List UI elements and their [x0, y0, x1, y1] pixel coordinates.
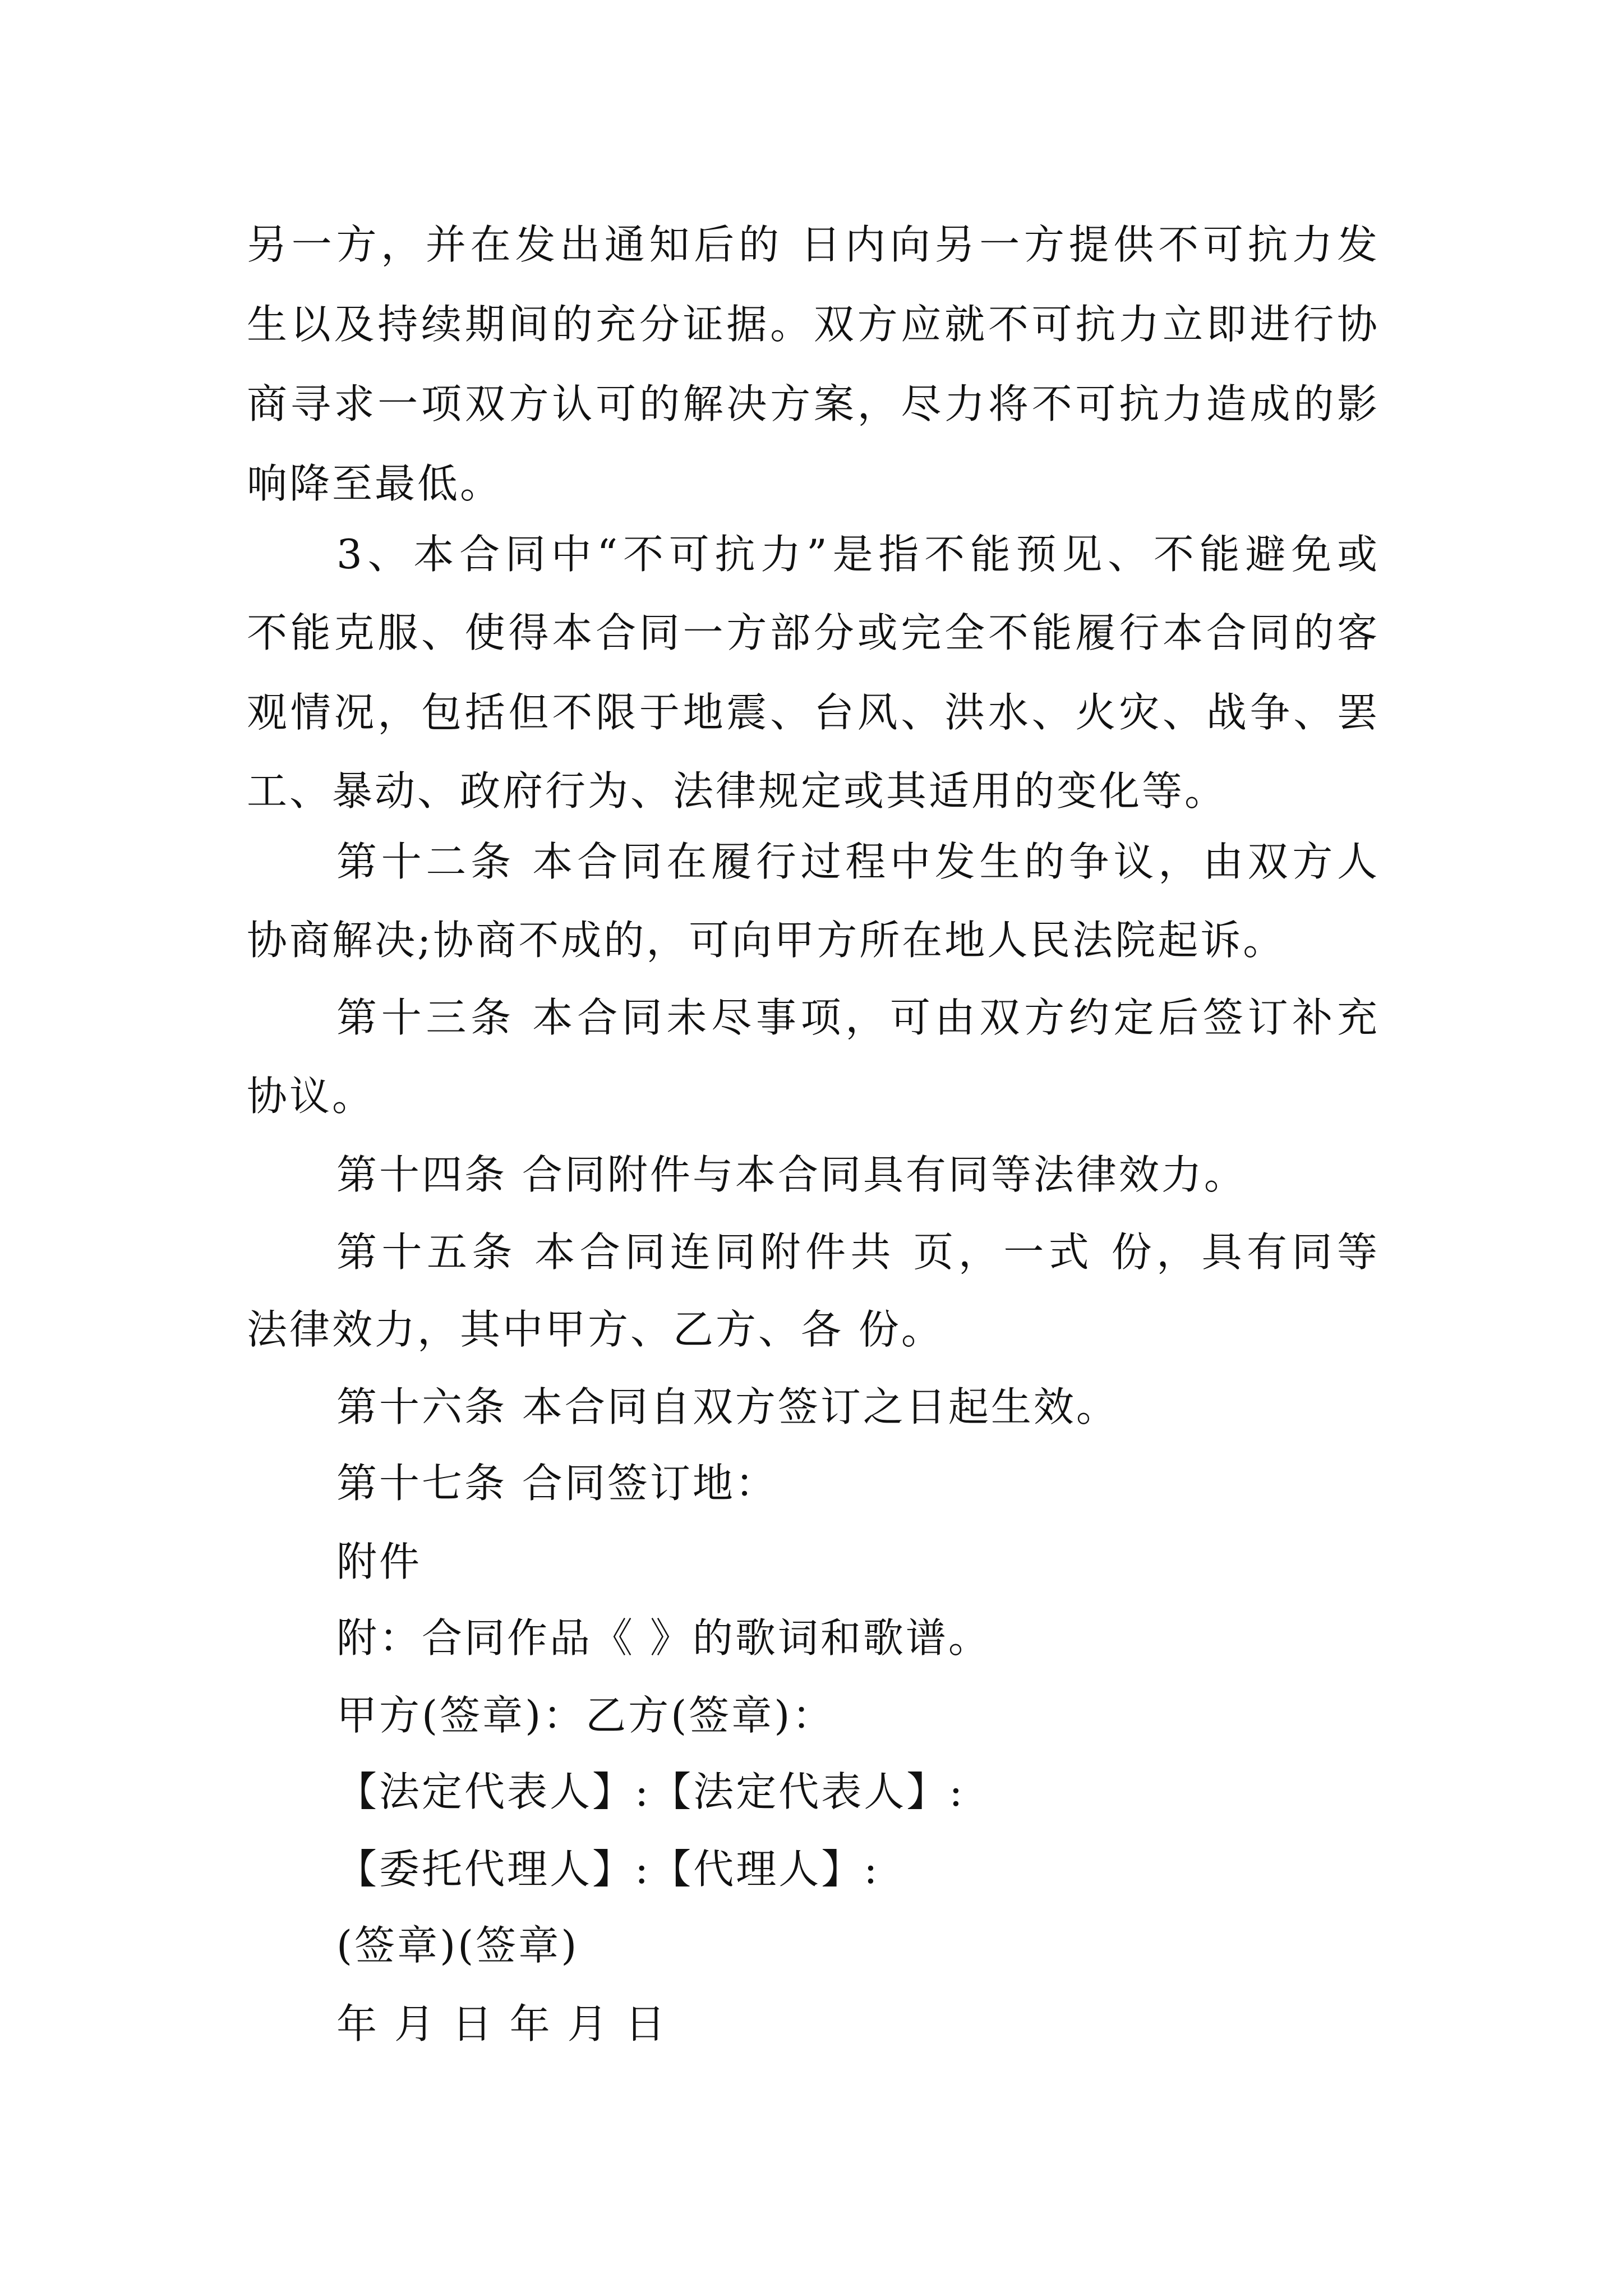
signature-agent: 【委托代理人】:【代理人】:	[336, 1846, 880, 1893]
article-15-line: 法律效力，其中甲方、乙方、各 份。	[247, 1306, 944, 1353]
attachment-note: 附：合同作品《 》的歌词和歌谱。	[336, 1614, 991, 1662]
paragraph-line: 不能克服、使得本合同一方部分或完全不能履行本合同的客	[247, 609, 1380, 656]
signature-seal: (签章)(签章)	[336, 1922, 579, 1969]
article-17-line: 第十七条 合同签订地：	[336, 1460, 778, 1507]
article-13-line: 协议。	[247, 1073, 375, 1120]
signature-date: 年 月 日 年 月 日	[336, 2000, 668, 2047]
paragraph-line: 响降至最低。	[247, 460, 503, 507]
paragraph-line: 生以及持续期间的充分证据。双方应就不可抗力立即进行协	[247, 301, 1380, 348]
attachment-heading: 附件	[336, 1538, 422, 1585]
article-12-line: 第十二条 本合同在履行过程中发生的争议，由双方人	[336, 838, 1380, 885]
article-14-line: 第十四条 合同附件与本合同具有同等法律效力。	[336, 1151, 1247, 1198]
article-16-line: 第十六条 本合同自双方签订之日起生效。	[336, 1383, 1119, 1430]
article-15-line: 第十五条 本合同连同附件共 页，一式 份，具有同等	[336, 1228, 1380, 1276]
paragraph-line: 工、暴动、政府行为、法律规定或其适用的变化等。	[247, 767, 1228, 815]
paragraph-line: 3、本合同中“不可抗力”是指不能预见、不能避免或	[336, 531, 1380, 578]
paragraph-line: 观情况，包括但不限于地震、台风、洪水、火灾、战争、罢	[247, 689, 1380, 736]
article-13-line: 第十三条 本合同未尽事项，可由双方约定后签订补充	[336, 994, 1380, 1041]
paragraph-line: 商寻求一项双方认可的解决方案，尽力将不可抗力造成的影	[247, 380, 1380, 427]
paragraph-line: 另一方，并在发出通知后的 日内向另一方提供不可抗力发	[247, 221, 1380, 268]
signature-legal-rep: 【法定代表人】:【法定代表人】:	[336, 1768, 965, 1815]
article-12-line: 协商解决;协商不成的，可向甲方所在地人民法院起诉。	[247, 917, 1286, 964]
signature-parties: 甲方(签章)：乙方(签章)：	[336, 1692, 835, 1739]
